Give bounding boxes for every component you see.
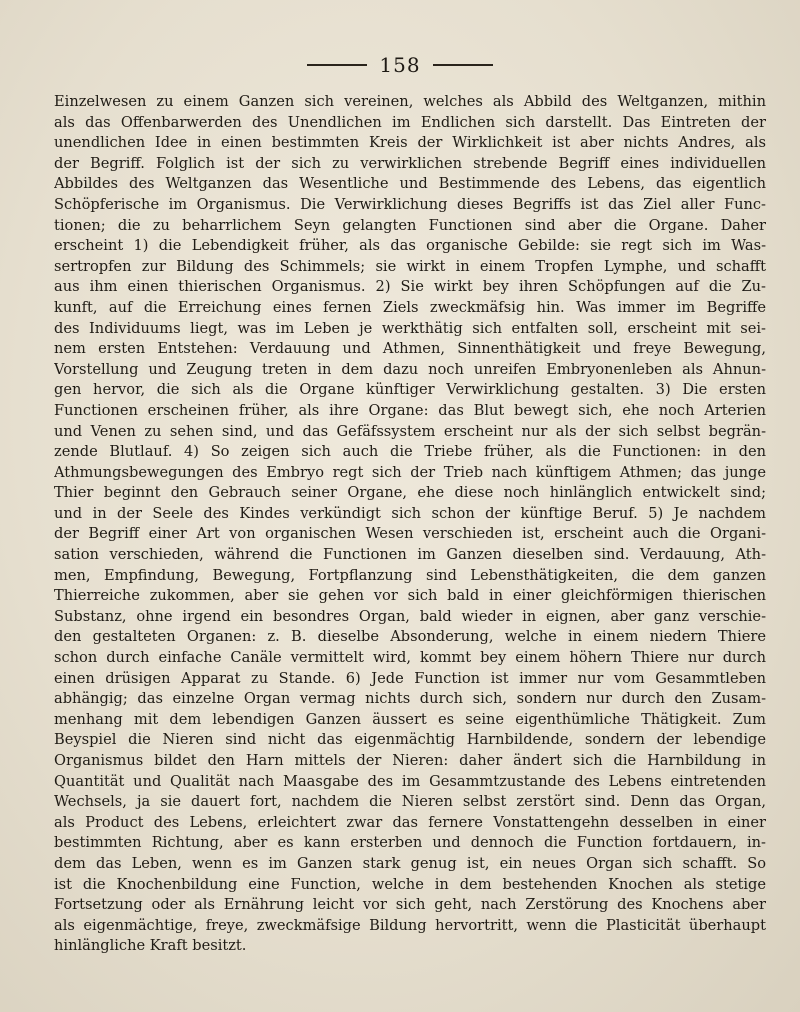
text-line: tionen; die zu beharrlichem Seyn gelangten Functionen sind aber die Organe. Daher [54,216,766,234]
text-line: einen drüsigen Apparat zu Stande. 6) Jede Function ist immer nur vom Gesammtleben [54,669,766,687]
text-line: Organismus bildet den Harn mittels der Nieren: daher ändert sich die Harnbildung in [54,752,766,769]
text-line: sertropfen zur Bildung des Schimmels; sie wirkt in einem Tropfen Lymphe, und schafft [54,257,766,275]
text-line: und in der Seele des Kindes verkündigt sich schon der künftige Beruf. 5) Je nachdem [54,504,766,522]
text-line: des Individuums liegt, was im Leben je werkthätig sich entfalten soll, erscheint mit sei- [54,319,766,337]
text-line: Einzelwesen zu einem Ganzen sich vereinen, welches als Abbild des Weltganzen, mithin [54,93,766,110]
text-line: als das Offenbarwerden des Unendlichen im Endlichen sich darstellt. Das Eintreten der [54,113,766,131]
text-line: Quantität und Qualität nach Maasgabe des im Gesammtzustande des Lebens eintretenden [54,772,766,790]
text-line: den gestalteten Organen: z. B. dieselbe Absonderung, welche in einem niedern Thiere [54,628,766,646]
text-line: dem das Leben, wenn es im Ganzen stark genug ist, ein neues Organ sich schafft. So [54,854,766,872]
text-line: erscheint 1) die Lebendigkeit früher, als das organische Gebilde: sie regt sich im Was- [54,237,766,255]
body-paragraph [54,92,766,957]
text-line: Thierreiche zukommen, aber sie gehen vor sich bald in einer gleichförmigen thierischen [54,587,766,605]
text-line: und Venen zu sehen sind, und das Gefäfssystem erscheint nur als der sich selbst begrän- [54,422,766,440]
text-line: abhängig; das einzelne Organ vermag nichts durch sich, sondern nur durch den Zusam- [54,690,766,708]
text-line: men, Empfindung, Bewegung, Fortpflanzung sind Lebensthätigkeiten, die dem ganzen [54,566,766,584]
header-rule-right [433,64,493,66]
text-line: gen hervor, die sich als die Organe künftiger Verwirklichung gestalten. 3) Die ersten [54,381,766,399]
text-line: ist die Knochenbildung eine Function, welche in dem bestehenden Knochen als stetige [54,875,766,893]
text-line: nem ersten Entstehen: Verdauung und Athmen, Sinnenthätigkeit und freye Bewegung, [54,340,766,358]
text-line: der Begriff einer Art von organischen Wesen verschieden ist, erscheint auch die Organi- [54,525,766,543]
text-line: Vorstellung und Zeugung treten in dem dazu noch unreifen Embryonenleben als Ahnun- [54,360,766,378]
text-line: Wechsels, ja sie dauert fort, nachdem die Nieren selbst zerstört sind. Denn das Organ, [54,793,766,811]
text-line: Abbildes des Weltganzen das Wesentliche und Bestimmende des Lebens, das eigentlich [54,175,766,193]
text-line: als eigenmächtige, freye, zweckmäfsige Bildung hervortritt, wenn die Plasticität überhaupt [54,916,766,934]
text-line: Athmungsbewegungen des Embryo regt sich der Trieb nach künftigem Athmen; das junge [54,463,766,481]
text-line: Fortsetzung oder als Ernährung leicht vor sich geht, nach Zerstörung des Knochens aber [54,896,766,914]
text-line: sation verschieden, während die Functionen im Ganzen dieselben sind. Verdauung, Ath- [54,546,766,564]
text-line: zende Blutlauf. 4) So zeigen sich auch die Triebe früher, als die Functionen: in den [54,443,766,461]
text-line: unendlichen Idee in einen bestimmten Kreis der Wirklichkeit ist aber nichts Andres, als [54,134,766,152]
text-line: Substanz, ohne irgend ein besondres Organ, bald wieder in eignen, aber ganz verschie- [54,607,766,625]
text-line: Schöpferische im Organismus. Die Verwirklichung dieses Begriffs ist das Ziel aller Func- [54,195,766,213]
text-line: menhang mit dem lebendigen Ganzen äussert es seine eigenthümliche Thätigkeit. Zum [54,710,766,728]
text-line: Functionen erscheinen früher, als ihre Organe: das Blut bewegt sich, ehe noch Arterien [54,401,766,419]
page-number: 158 [379,53,421,77]
text-line: schon durch einfache Canäle vermittelt wird, kommt bey einem höhern Thiere nur durch [54,649,766,667]
text-line: Beyspiel die Nieren sind nicht das eigenmächtig Harnbildende, sondern der lebendige [54,731,766,749]
text-line: Thier beginnt den Gebrauch seiner Organe, ehe diese noch hinlänglich entwickelt sind; [54,484,766,502]
text-line: aus ihm einen thierischen Organismus. 2) Sie wirkt bey ihren Schöpfungen auf die Zu- [54,278,766,296]
page-header [0,50,800,80]
text-line: der Begriff. Folglich ist der sich zu verwirklichen strebende Begriff eines individuellen [54,154,766,172]
text-line: kunft, auf die Erreichung eines fernen Ziels zweckmäfsig hin. Was immer im Begriffe [54,298,766,316]
text-line: bestimmten Richtung, aber es kann ersterben und dennoch die Function fortdauern, in- [54,834,766,852]
text-line: als Product des Lebens, erleichtert zwar das fernere Vonstattengehn desselben in einer [54,813,766,831]
header-rule-left [307,64,367,66]
text-line-final: hinlängliche Kraft besitzt. [54,937,247,955]
